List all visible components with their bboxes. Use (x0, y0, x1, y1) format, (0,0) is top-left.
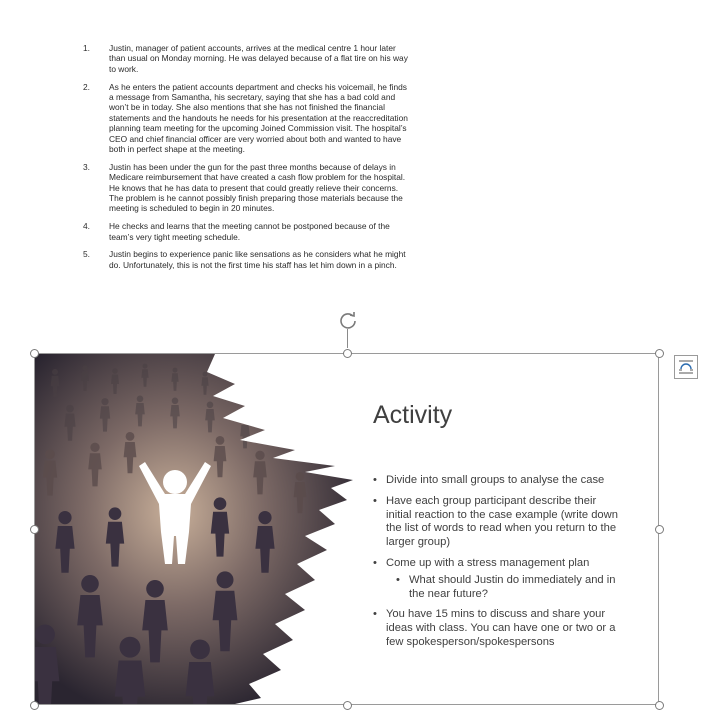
list-item-text: Justin begins to experience panic like sensations as he considers what he might do. Unfortunately, this is not the first time his staff has let him down in a pinch. (109, 249, 406, 270)
resize-handle-top-right[interactable] (655, 349, 664, 358)
selected-slide-picture[interactable] (34, 353, 659, 705)
case-study-list (80, 43, 410, 278)
resize-handle-top-left[interactable] (30, 349, 39, 358)
list-item-text: Justin has been under the gun for the past three months because of delays in Medicare reimbursement that have created a cash flow problem for the hospital. He knows that he has data to present that could greatly relieve their concerns. The problem is he cannot possibly finish preparing those materials because the meeting is scheduled to begin in 20 minutes. (109, 161, 406, 214)
resize-handle-top[interactable] (343, 349, 352, 358)
list-item: 3. Justin has been under the gun for the past three months because of delays in Medicare reimbursement that have created a cash flow problem for the hospital. He knows that he has data to present that could greatly relieve their concerns. The problem is he cannot possibly finish preparing those materials because the meeting is scheduled to begin in 20 minutes. (83, 161, 406, 214)
slide-bullet-list (372, 474, 622, 657)
bullet-item: • Have each group participant describe their initial reaction to the case example (write down the list of words to read when you return to the larger group) (372, 495, 622, 550)
resize-handle-bottom-right[interactable] (655, 701, 664, 710)
list-item: 4. He checks and learns that the meeting cannot be postponed because of the team’s very tight meeting schedule. (83, 221, 390, 242)
resize-handle-bottom-left[interactable] (30, 701, 39, 710)
list-item-text: He checks and learns that the meeting cannot be postponed because of the team’s very tight meeting schedule. (109, 221, 390, 242)
resize-handle-bottom[interactable] (343, 701, 352, 710)
rotate-handle-stem (347, 329, 348, 348)
resize-handle-right[interactable] (655, 525, 664, 534)
list-item-text: Justin, manager of patient accounts, arrives at the medical centre 1 hour later than usual on Monday morning. He was delayed because of a flat tire on his way to work. (109, 43, 408, 74)
list-item: 1. Justin, manager of patient accounts, arrives at the medical centre 1 hour later than usual on Monday morning. He was delayed because of a flat tire on his way to work. (83, 43, 408, 74)
bullet-item: • Divide into small groups to analyse the case (372, 474, 622, 488)
bullet-item: • You have 15 mins to discuss and share your ideas with class. You can have one or two or a few spokesperson/spokespersons (372, 608, 622, 649)
list-item: 2. As he enters the patient accounts department and checks his voicemail, he finds a message from Samantha, his secretary, saying that she has a bad cold and won’t be in today. She also mentions that she has not finished the financial statements and the handouts he needs for his presentation at the reaccreditation planning team meeting for the upcoming Joined Commission visit. The hospital’s CEO and chief financial officer are very worried about both and wanted to have both in perfect shape at the meeting. (83, 81, 408, 155)
slide-title: Activity (373, 401, 453, 429)
resize-handle-left[interactable] (30, 525, 39, 534)
layout-options-button[interactable] (674, 355, 698, 379)
bullet-item: • Come up with a stress management plan (372, 557, 622, 571)
list-item-text: As he enters the patient accounts department and checks his voicemail, he finds a message from Samantha, his secretary, saying that she has a bad cold and won’t be in today. She also mentions that she has not finished the financial statements and the handouts he needs for his presentation at the reaccreditation planning team meeting for the upcoming Joined Commission visit. The hospital’s CEO and chief financial officer are very worried about both and wanted to have both in perfect shape at the meeting. (109, 81, 408, 155)
layout-options-icon (675, 356, 697, 378)
rotate-handle-icon[interactable] (337, 309, 359, 331)
crowd-photo (35, 354, 365, 704)
list-item: 5. Justin begins to experience panic like sensations as he considers what he might do. Unfortunately, this is not the first time his staff has let him down in a pinch. (83, 249, 406, 270)
sub-bullet-item: • What should Justin do immediately and in the near future? (372, 574, 622, 602)
